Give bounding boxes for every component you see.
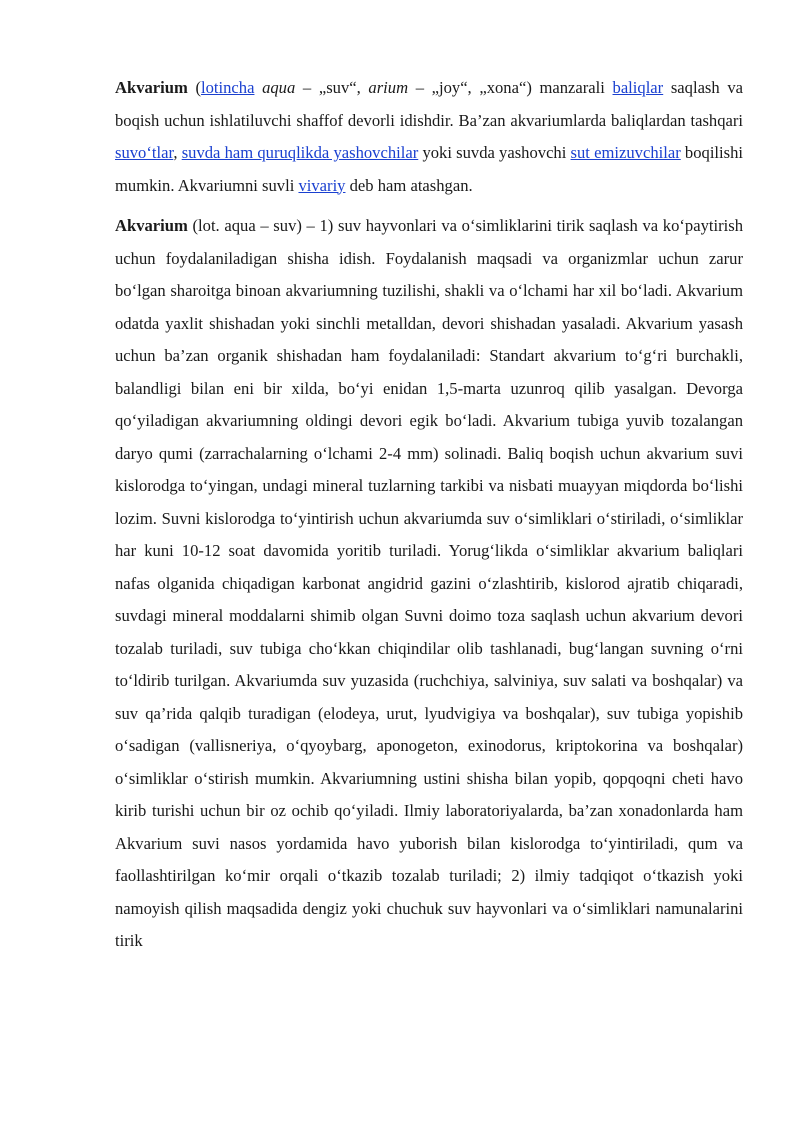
link-baliqlar[interactable]: baliqlar bbox=[612, 78, 664, 97]
link-suvotlar[interactable]: suvo‘tlar bbox=[115, 143, 174, 162]
link-vivariy[interactable]: vivariy bbox=[298, 175, 346, 195]
text-span: saqlash va boqish uchun ishlatiluvchi shaffof devorli idishdir. Ba’zan akvariumlarda baliqlardan tashqari bbox=[115, 78, 743, 130]
paragraph-intro bbox=[115, 72, 743, 202]
text-span: ( bbox=[187, 78, 201, 97]
text-span: – „suv“, bbox=[295, 78, 369, 97]
latin-word-aqua: aqua bbox=[254, 78, 296, 97]
paragraph-body: (lot. aqua – suv) – 1) suv hayvonlari va o‘simliklarini tirik saqlash va ko‘paytirish uchun foydalaniladigan shisha idish. Foydalanish maqsadi va organizmlar uchun zarur bo‘lgan sharoitga binoan akvariumning tuzilishi, shakli va o‘lchami har xil bo‘ladi. Akvarium odatda yaxlit shishadan yoki sinchli metalldan, devori shishadan yasaladi. Akvarium yasash uchun ba’zan organik shishadan ham foydalaniladi: Standart akvarium to‘g‘ri burchakli, balandligi bilan eni bir xilda, bo‘yi enidan 1,5-marta uzunroq qilib yasalgan. Devorga qo‘yiladigan akvariumning oldingi devori egik bo‘ladi. Akvarium tubiga yuvib tozalangan daryo qumi (zarrachalarning o‘lchami 2-4 mm) solinadi. Baliq boqish uchun akvarium suvi kislorodga to‘yingan, undagi mineral tuzlarning tarkibi va nisbati muayyan miqdorda bo‘lishi lozim. Suvni kislorodga to‘yintirish uchun akvariumda suv o‘simliklari o‘stiriladi, o‘simliklar har kuni 10-12 soat davomida yoritib turiladi. Yorug‘likda o‘simliklar akvarium baliqlari nafas olganida chiqadigan karbonat angidrid gazini o‘zlashtirib, kislorod ajratib chiqaradi, suvdagi mineral moddalarni shimib olgan Suvni doimo toza saqlash uchun akvarium devori tozalab turiladi, suv tubiga cho‘kkan chiqindilar olib tashlanadi, bug‘langan suvning o‘rni to‘ldirib turilgan. Akvariumda suv yuzasida (ruchchiya, salviniya, suv salati va boshqalar) va suv qa’rida qalqib turadigan (elodeya, urut, lyudvigiya va boshqalar), suv tubiga yopishib o‘sadigan (vallisneriya, o‘qyoybarg, aponogeton, exinodorus, kriptokorina va boshqalar) o‘simliklar o‘stirish mumkin. Akvariumning ustini shisha bilan yopib, qopqoqni cheti havo kirib turishi uchun bir oz ochib qo‘yiladi. Ilmiy laboratoriyalarda, ba’zan xonadonlarda ham Akvarium suvi nasos yordamida havo yuborish bilan kislorodga to‘yintiriladi, qum va faollashtirilgan ko‘mir orqali o‘tkazib tozalab turiladi; 2) ilmiy tadqiqot o‘tkazish yoki namoyish qilish maqsadida dengiz yoki chuchuk suv hayvonlari va o‘simliklari namunalarini tirik bbox=[115, 216, 743, 950]
link-mammals[interactable]: sut emizuvchilar bbox=[570, 143, 681, 162]
term-akvarium: Akvarium bbox=[115, 216, 188, 235]
text-span: – „joy“, „xona“) manzarali bbox=[408, 78, 613, 97]
text-span: , bbox=[173, 143, 182, 162]
paragraph-definition bbox=[115, 210, 743, 958]
document-page bbox=[115, 72, 743, 966]
link-lotincha[interactable]: lotincha bbox=[201, 78, 255, 97]
term-akvarium: Akvarium bbox=[115, 78, 188, 97]
text-span: deb ham atashgan. bbox=[345, 175, 473, 195]
text-span: boqilishi mumkin. Akvariumni suvli bbox=[115, 143, 744, 195]
link-amphibians[interactable]: suvda ham quruqlikda yashovchilar bbox=[181, 143, 419, 162]
latin-word-arium: arium bbox=[368, 78, 409, 97]
text-span: yoki suvda yashovchi bbox=[418, 143, 571, 162]
